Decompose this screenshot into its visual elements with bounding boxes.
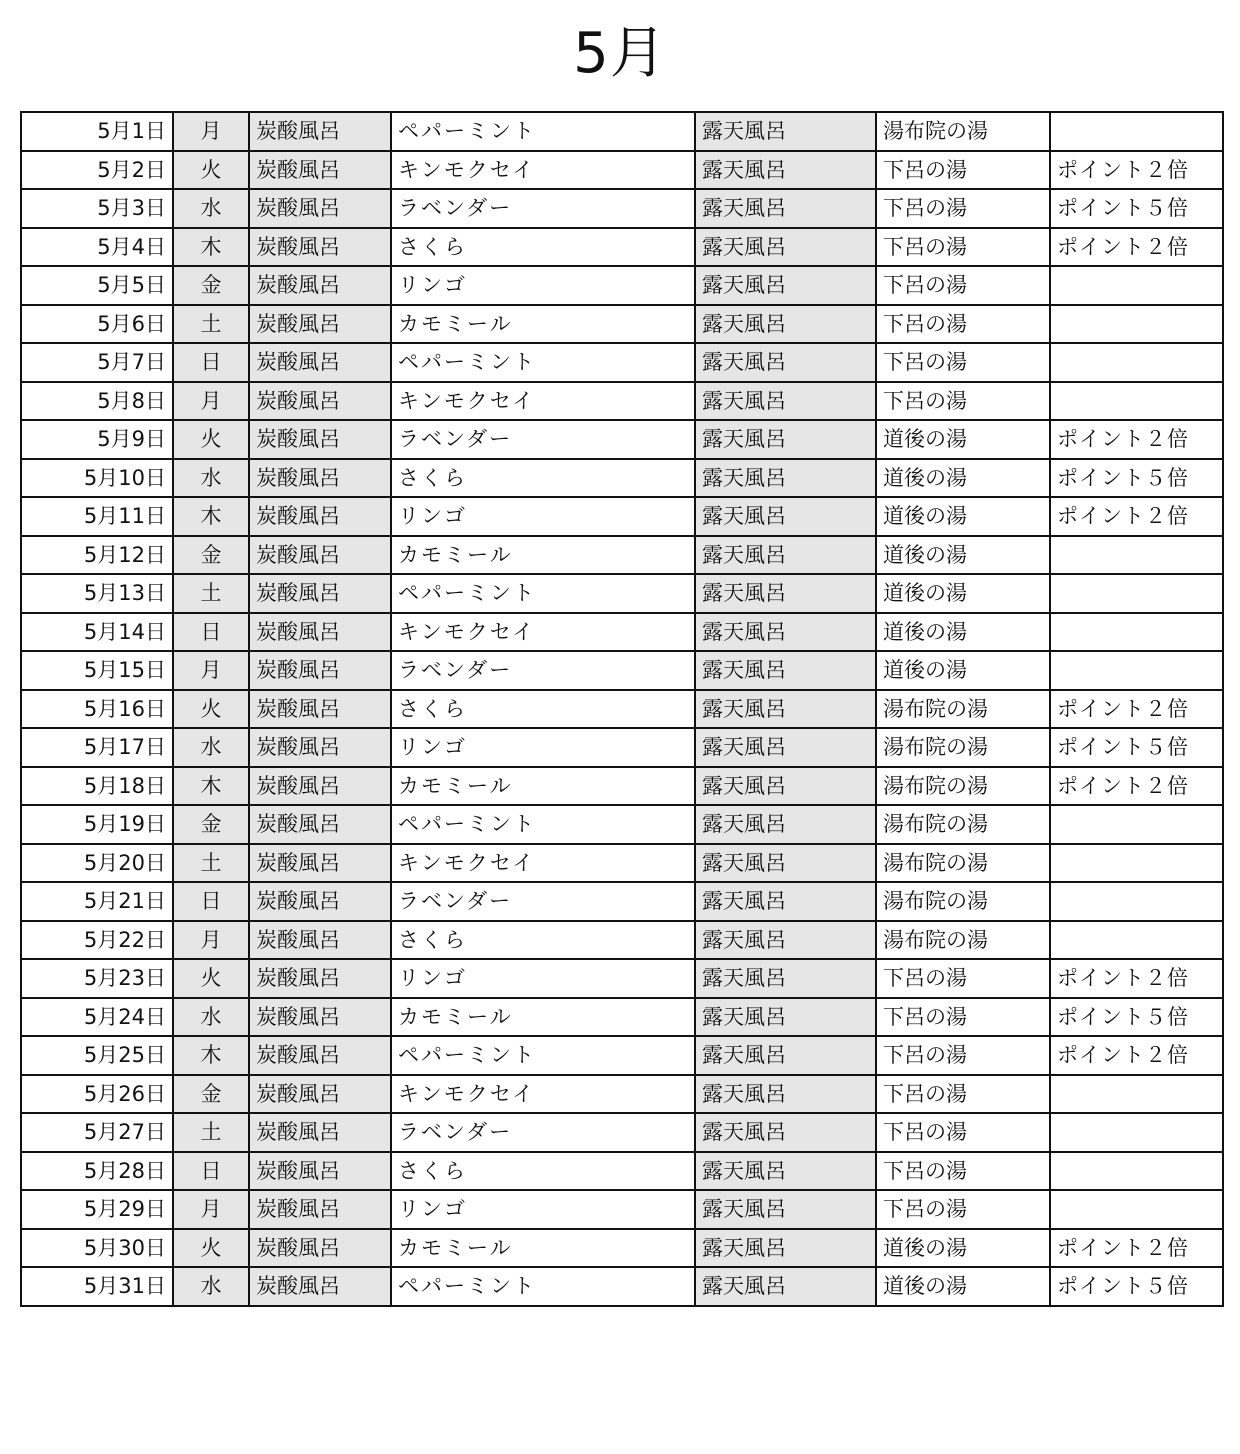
carbonated-bath-cell: 炭酸風呂 [249, 1267, 391, 1306]
carbonated-bath-cell: 炭酸風呂 [249, 420, 391, 459]
table-row [21, 420, 1223, 459]
open-air-bath-cell: 露天風呂 [695, 151, 876, 190]
point-bonus-cell [1050, 613, 1223, 652]
carbonated-bath-cell: 炭酸風呂 [249, 921, 391, 960]
carbonated-bath-cell: 炭酸風呂 [249, 266, 391, 305]
weekday-cell: 木 [173, 1036, 249, 1075]
open-air-bath-cell: 露天風呂 [695, 112, 876, 151]
carbonated-bath-cell: 炭酸風呂 [249, 844, 391, 883]
open-air-bath-cell: 露天風呂 [695, 882, 876, 921]
point-bonus-cell [1050, 112, 1223, 151]
hot-spring-cell: 道後の湯 [876, 1229, 1050, 1268]
carbonated-bath-cell: 炭酸風呂 [249, 1152, 391, 1191]
point-bonus-cell [1050, 343, 1223, 382]
date-cell: 5月1日 [21, 112, 173, 151]
date-cell: 5月22日 [21, 921, 173, 960]
carbonated-bath-cell: 炭酸風呂 [249, 1075, 391, 1114]
aroma-cell: ペパーミント [391, 805, 695, 844]
carbonated-bath-cell: 炭酸風呂 [249, 459, 391, 498]
point-bonus-cell: ポイント５倍 [1050, 998, 1223, 1037]
point-bonus-cell: ポイント２倍 [1050, 497, 1223, 536]
point-bonus-cell [1050, 266, 1223, 305]
open-air-bath-cell: 露天風呂 [695, 1190, 876, 1229]
carbonated-bath-cell: 炭酸風呂 [249, 998, 391, 1037]
hot-spring-cell: 湯布院の湯 [876, 844, 1050, 883]
date-cell: 5月5日 [21, 266, 173, 305]
weekday-cell: 水 [173, 728, 249, 767]
carbonated-bath-cell: 炭酸風呂 [249, 1036, 391, 1075]
table-row [21, 651, 1223, 690]
hot-spring-cell: 道後の湯 [876, 613, 1050, 652]
point-bonus-cell [1050, 382, 1223, 421]
hot-spring-cell: 下呂の湯 [876, 189, 1050, 228]
date-cell: 5月6日 [21, 305, 173, 344]
point-bonus-cell [1050, 1075, 1223, 1114]
table-row [21, 690, 1223, 729]
open-air-bath-cell: 露天風呂 [695, 382, 876, 421]
table-row [21, 882, 1223, 921]
point-bonus-cell [1050, 574, 1223, 613]
weekday-cell: 月 [173, 1190, 249, 1229]
point-bonus-cell [1050, 536, 1223, 575]
table-row [21, 305, 1223, 344]
open-air-bath-cell: 露天風呂 [695, 613, 876, 652]
carbonated-bath-cell: 炭酸風呂 [249, 959, 391, 998]
aroma-cell: リンゴ [391, 497, 695, 536]
open-air-bath-cell: 露天風呂 [695, 805, 876, 844]
date-cell: 5月26日 [21, 1075, 173, 1114]
hot-spring-cell: 下呂の湯 [876, 228, 1050, 267]
table-row [21, 1152, 1223, 1191]
date-cell: 5月8日 [21, 382, 173, 421]
table-row [21, 228, 1223, 267]
aroma-cell: さくら [391, 921, 695, 960]
hot-spring-cell: 湯布院の湯 [876, 767, 1050, 806]
aroma-cell: キンモクセイ [391, 613, 695, 652]
open-air-bath-cell: 露天風呂 [695, 574, 876, 613]
weekday-cell: 木 [173, 767, 249, 806]
carbonated-bath-cell: 炭酸風呂 [249, 882, 391, 921]
point-bonus-cell [1050, 921, 1223, 960]
table-row [21, 343, 1223, 382]
weekday-cell: 土 [173, 844, 249, 883]
weekday-cell: 金 [173, 536, 249, 575]
table-row [21, 1036, 1223, 1075]
table-row [21, 1113, 1223, 1152]
date-cell: 5月14日 [21, 613, 173, 652]
carbonated-bath-cell: 炭酸風呂 [249, 151, 391, 190]
open-air-bath-cell: 露天風呂 [695, 228, 876, 267]
date-cell: 5月2日 [21, 151, 173, 190]
weekday-cell: 水 [173, 459, 249, 498]
date-cell: 5月29日 [21, 1190, 173, 1229]
point-bonus-cell: ポイント２倍 [1050, 1036, 1223, 1075]
date-cell: 5月11日 [21, 497, 173, 536]
table-row [21, 497, 1223, 536]
date-cell: 5月15日 [21, 651, 173, 690]
weekday-cell: 日 [173, 882, 249, 921]
aroma-cell: さくら [391, 459, 695, 498]
date-cell: 5月20日 [21, 844, 173, 883]
hot-spring-cell: 下呂の湯 [876, 266, 1050, 305]
carbonated-bath-cell: 炭酸風呂 [249, 1190, 391, 1229]
carbonated-bath-cell: 炭酸風呂 [249, 651, 391, 690]
table-row [21, 998, 1223, 1037]
hot-spring-cell: 湯布院の湯 [876, 728, 1050, 767]
hot-spring-cell: 下呂の湯 [876, 1036, 1050, 1075]
weekday-cell: 土 [173, 574, 249, 613]
table-row [21, 728, 1223, 767]
open-air-bath-cell: 露天風呂 [695, 1075, 876, 1114]
open-air-bath-cell: 露天風呂 [695, 266, 876, 305]
aroma-cell: カモミール [391, 998, 695, 1037]
weekday-cell: 火 [173, 151, 249, 190]
table-row [21, 112, 1223, 151]
weekday-cell: 日 [173, 343, 249, 382]
point-bonus-cell: ポイント２倍 [1050, 420, 1223, 459]
carbonated-bath-cell: 炭酸風呂 [249, 536, 391, 575]
open-air-bath-cell: 露天風呂 [695, 651, 876, 690]
table-row [21, 1190, 1223, 1229]
hot-spring-cell: 湯布院の湯 [876, 882, 1050, 921]
date-cell: 5月13日 [21, 574, 173, 613]
point-bonus-cell: ポイント５倍 [1050, 189, 1223, 228]
aroma-cell: カモミール [391, 1229, 695, 1268]
weekday-cell: 土 [173, 1113, 249, 1152]
open-air-bath-cell: 露天風呂 [695, 343, 876, 382]
aroma-cell: ラベンダー [391, 189, 695, 228]
weekday-cell: 火 [173, 959, 249, 998]
aroma-cell: さくら [391, 1152, 695, 1191]
table-row [21, 1267, 1223, 1306]
hot-spring-cell: 下呂の湯 [876, 305, 1050, 344]
open-air-bath-cell: 露天風呂 [695, 1267, 876, 1306]
table-row [21, 1075, 1223, 1114]
hot-spring-cell: 下呂の湯 [876, 1113, 1050, 1152]
aroma-cell: ラベンダー [391, 882, 695, 921]
weekday-cell: 月 [173, 112, 249, 151]
hot-spring-cell: 下呂の湯 [876, 1075, 1050, 1114]
point-bonus-cell [1050, 1113, 1223, 1152]
hot-spring-cell: 下呂の湯 [876, 382, 1050, 421]
open-air-bath-cell: 露天風呂 [695, 459, 876, 498]
open-air-bath-cell: 露天風呂 [695, 1113, 876, 1152]
hot-spring-cell: 湯布院の湯 [876, 921, 1050, 960]
aroma-cell: ラベンダー [391, 651, 695, 690]
carbonated-bath-cell: 炭酸風呂 [249, 574, 391, 613]
carbonated-bath-cell: 炭酸風呂 [249, 112, 391, 151]
date-cell: 5月4日 [21, 228, 173, 267]
point-bonus-cell [1050, 305, 1223, 344]
point-bonus-cell: ポイント２倍 [1050, 151, 1223, 190]
date-cell: 5月25日 [21, 1036, 173, 1075]
aroma-cell: ラベンダー [391, 420, 695, 459]
carbonated-bath-cell: 炭酸風呂 [249, 228, 391, 267]
date-cell: 5月28日 [21, 1152, 173, 1191]
carbonated-bath-cell: 炭酸風呂 [249, 497, 391, 536]
open-air-bath-cell: 露天風呂 [695, 1152, 876, 1191]
date-cell: 5月9日 [21, 420, 173, 459]
open-air-bath-cell: 露天風呂 [695, 844, 876, 883]
weekday-cell: 水 [173, 1267, 249, 1306]
weekday-cell: 日 [173, 613, 249, 652]
table-row [21, 959, 1223, 998]
point-bonus-cell: ポイント２倍 [1050, 959, 1223, 998]
aroma-cell: リンゴ [391, 266, 695, 305]
hot-spring-cell: 湯布院の湯 [876, 112, 1050, 151]
date-cell: 5月18日 [21, 767, 173, 806]
weekday-cell: 月 [173, 921, 249, 960]
table-row [21, 767, 1223, 806]
hot-spring-cell: 道後の湯 [876, 459, 1050, 498]
carbonated-bath-cell: 炭酸風呂 [249, 382, 391, 421]
hot-spring-cell: 道後の湯 [876, 497, 1050, 536]
carbonated-bath-cell: 炭酸風呂 [249, 343, 391, 382]
weekday-cell: 月 [173, 651, 249, 690]
point-bonus-cell: ポイント５倍 [1050, 728, 1223, 767]
aroma-cell: リンゴ [391, 728, 695, 767]
date-cell: 5月10日 [21, 459, 173, 498]
table-row [21, 382, 1223, 421]
aroma-cell: ペパーミント [391, 112, 695, 151]
date-cell: 5月3日 [21, 189, 173, 228]
point-bonus-cell [1050, 805, 1223, 844]
schedule-table [20, 111, 1224, 1307]
open-air-bath-cell: 露天風呂 [695, 420, 876, 459]
table-row [21, 613, 1223, 652]
table-row [21, 805, 1223, 844]
page-title: 5月 [573, 21, 667, 86]
point-bonus-cell: ポイント２倍 [1050, 228, 1223, 267]
weekday-cell: 火 [173, 420, 249, 459]
aroma-cell: リンゴ [391, 1190, 695, 1229]
date-cell: 5月19日 [21, 805, 173, 844]
carbonated-bath-cell: 炭酸風呂 [249, 613, 391, 652]
aroma-cell: カモミール [391, 536, 695, 575]
point-bonus-cell [1050, 844, 1223, 883]
weekday-cell: 水 [173, 189, 249, 228]
point-bonus-cell [1050, 1152, 1223, 1191]
table-row [21, 266, 1223, 305]
hot-spring-cell: 道後の湯 [876, 574, 1050, 613]
carbonated-bath-cell: 炭酸風呂 [249, 189, 391, 228]
table-row [21, 459, 1223, 498]
aroma-cell: ペパーミント [391, 343, 695, 382]
hot-spring-cell: 道後の湯 [876, 536, 1050, 575]
open-air-bath-cell: 露天風呂 [695, 1229, 876, 1268]
schedule-body [21, 112, 1223, 1306]
hot-spring-cell: 道後の湯 [876, 420, 1050, 459]
table-row [21, 574, 1223, 613]
table-row [21, 844, 1223, 883]
date-cell: 5月27日 [21, 1113, 173, 1152]
date-cell: 5月30日 [21, 1229, 173, 1268]
open-air-bath-cell: 露天風呂 [695, 728, 876, 767]
aroma-cell: リンゴ [391, 959, 695, 998]
hot-spring-cell: 下呂の湯 [876, 1152, 1050, 1191]
point-bonus-cell: ポイント５倍 [1050, 1267, 1223, 1306]
date-cell: 5月23日 [21, 959, 173, 998]
hot-spring-cell: 下呂の湯 [876, 959, 1050, 998]
aroma-cell: さくら [391, 228, 695, 267]
weekday-cell: 日 [173, 1152, 249, 1191]
date-cell: 5月24日 [21, 998, 173, 1037]
open-air-bath-cell: 露天風呂 [695, 305, 876, 344]
carbonated-bath-cell: 炭酸風呂 [249, 690, 391, 729]
weekday-cell: 金 [173, 266, 249, 305]
table-row [21, 189, 1223, 228]
hot-spring-cell: 下呂の湯 [876, 1190, 1050, 1229]
open-air-bath-cell: 露天風呂 [695, 189, 876, 228]
weekday-cell: 月 [173, 382, 249, 421]
table-row [21, 921, 1223, 960]
open-air-bath-cell: 露天風呂 [695, 690, 876, 729]
point-bonus-cell [1050, 882, 1223, 921]
carbonated-bath-cell: 炭酸風呂 [249, 305, 391, 344]
open-air-bath-cell: 露天風呂 [695, 767, 876, 806]
weekday-cell: 木 [173, 497, 249, 536]
aroma-cell: キンモクセイ [391, 1075, 695, 1114]
weekday-cell: 金 [173, 1075, 249, 1114]
weekday-cell: 木 [173, 228, 249, 267]
weekday-cell: 火 [173, 1229, 249, 1268]
hot-spring-cell: 下呂の湯 [876, 151, 1050, 190]
open-air-bath-cell: 露天風呂 [695, 1036, 876, 1075]
open-air-bath-cell: 露天風呂 [695, 998, 876, 1037]
carbonated-bath-cell: 炭酸風呂 [249, 767, 391, 806]
hot-spring-cell: 湯布院の湯 [876, 805, 1050, 844]
open-air-bath-cell: 露天風呂 [695, 959, 876, 998]
hot-spring-cell: 下呂の湯 [876, 998, 1050, 1037]
open-air-bath-cell: 露天風呂 [695, 921, 876, 960]
table-row [21, 151, 1223, 190]
date-cell: 5月16日 [21, 690, 173, 729]
aroma-cell: ペパーミント [391, 1036, 695, 1075]
point-bonus-cell [1050, 651, 1223, 690]
point-bonus-cell: ポイント２倍 [1050, 690, 1223, 729]
aroma-cell: キンモクセイ [391, 844, 695, 883]
aroma-cell: カモミール [391, 305, 695, 344]
aroma-cell: ペパーミント [391, 1267, 695, 1306]
date-cell: 5月17日 [21, 728, 173, 767]
weekday-cell: 水 [173, 998, 249, 1037]
date-cell: 5月7日 [21, 343, 173, 382]
point-bonus-cell: ポイント５倍 [1050, 459, 1223, 498]
hot-spring-cell: 道後の湯 [876, 1267, 1050, 1306]
aroma-cell: カモミール [391, 767, 695, 806]
carbonated-bath-cell: 炭酸風呂 [249, 1229, 391, 1268]
table-row [21, 1229, 1223, 1268]
table-row [21, 536, 1223, 575]
date-cell: 5月21日 [21, 882, 173, 921]
point-bonus-cell: ポイント２倍 [1050, 767, 1223, 806]
hot-spring-cell: 道後の湯 [876, 651, 1050, 690]
hot-spring-cell: 湯布院の湯 [876, 690, 1050, 729]
open-air-bath-cell: 露天風呂 [695, 536, 876, 575]
aroma-cell: ラベンダー [391, 1113, 695, 1152]
weekday-cell: 火 [173, 690, 249, 729]
carbonated-bath-cell: 炭酸風呂 [249, 1113, 391, 1152]
carbonated-bath-cell: 炭酸風呂 [249, 728, 391, 767]
carbonated-bath-cell: 炭酸風呂 [249, 805, 391, 844]
point-bonus-cell [1050, 1190, 1223, 1229]
date-cell: 5月12日 [21, 536, 173, 575]
date-cell: 5月31日 [21, 1267, 173, 1306]
aroma-cell: ペパーミント [391, 574, 695, 613]
weekday-cell: 土 [173, 305, 249, 344]
point-bonus-cell: ポイント２倍 [1050, 1229, 1223, 1268]
aroma-cell: さくら [391, 690, 695, 729]
weekday-cell: 金 [173, 805, 249, 844]
aroma-cell: キンモクセイ [391, 151, 695, 190]
hot-spring-cell: 下呂の湯 [876, 343, 1050, 382]
open-air-bath-cell: 露天風呂 [695, 497, 876, 536]
aroma-cell: キンモクセイ [391, 382, 695, 421]
